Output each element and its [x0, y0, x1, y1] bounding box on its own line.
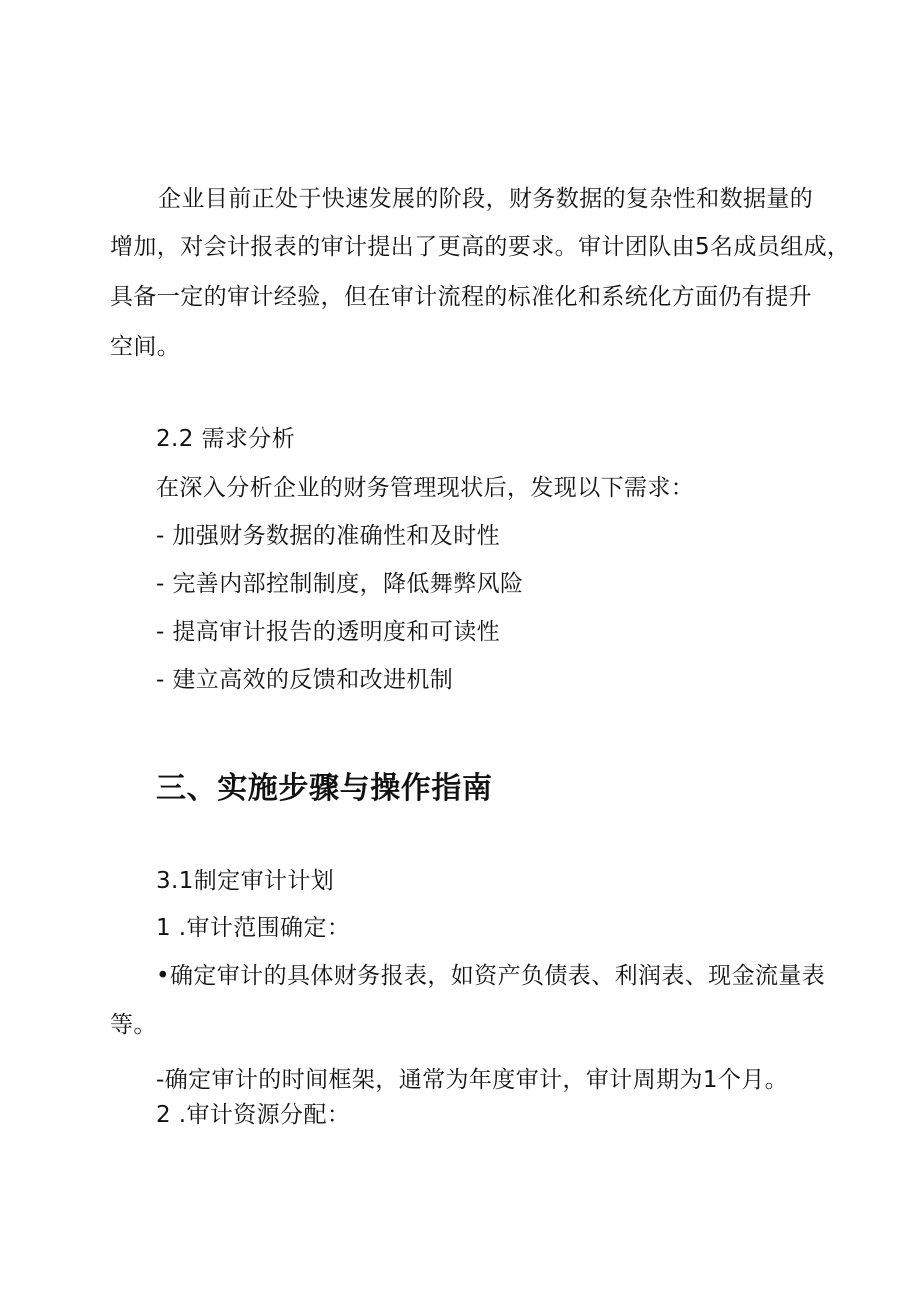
requirement-item-1: - 加强财务数据的准确性和及时性: [156, 523, 501, 549]
item-2-title: 2 .审计资源分配：: [156, 1102, 351, 1128]
requirement-item-4: - 建立高效的反馈和改进机制: [156, 667, 454, 693]
requirement-item-2: - 完善内部控制制度，降低舞弊风险: [156, 571, 524, 597]
intro-paragraph-line-4: 空间。: [110, 334, 181, 360]
item-1-bullet-2: -确定审计的时间框架，通常为年度审计，审计周期为1个月。: [156, 1067, 789, 1093]
section-3-1-title: 3.1制定审计计划: [156, 868, 335, 894]
requirement-item-3: - 提高审计报告的透明度和可读性: [156, 619, 501, 645]
item-1-bullet-line-2: 等。: [110, 1012, 157, 1038]
section-2-2-title: 2.2 需求分析: [156, 426, 296, 452]
intro-paragraph-line-2: 增加，对会计报表的审计提出了更高的要求。审计团队由5名成员组成，: [110, 234, 851, 260]
item-1-bullet-line-1: •确定审计的具体财务报表，如资产负债表、利润表、现金流量表: [156, 963, 826, 989]
intro-paragraph-line-1: 企业目前正处于快速发展的阶段，财务数据的复杂性和数据量的: [158, 186, 814, 212]
item-1-title: 1 .审计范围确定：: [156, 915, 351, 941]
section-3-heading: 三、实施步骤与操作指南: [156, 771, 493, 806]
intro-paragraph-line-3: 具备一定的审计经验，但在审计流程的标准化和系统化方面仍有提升: [110, 284, 812, 310]
section-2-2-lead: 在深入分析企业的财务管理现状后，发现以下需求：: [156, 475, 695, 501]
